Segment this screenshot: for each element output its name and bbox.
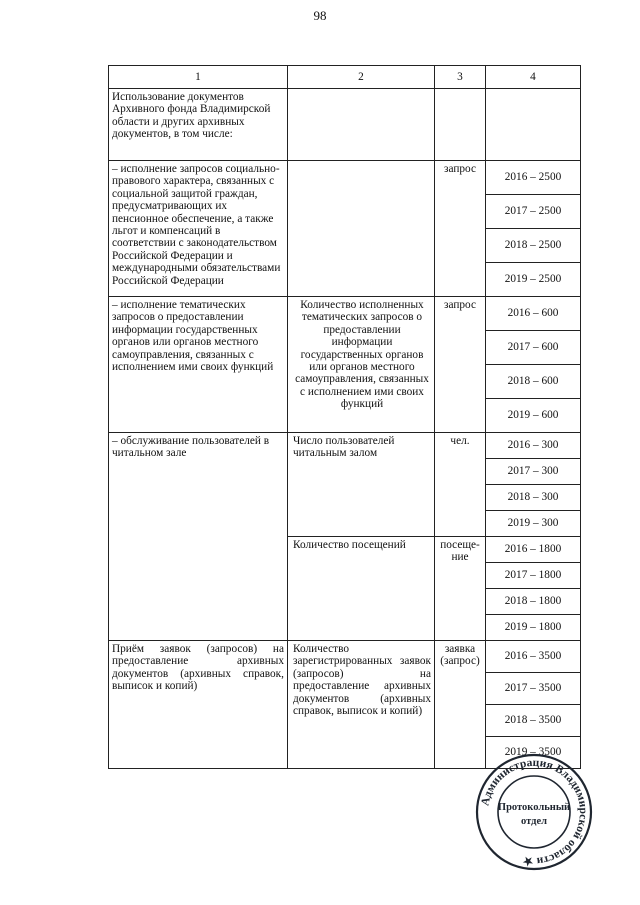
unit-cell: запрос	[435, 297, 486, 433]
column-header: 2	[288, 66, 435, 89]
indicator-name: Количество зарегистрированных заявок (запросов) на предоставление архивных документов (архивных справок, выписок и копий)	[288, 641, 435, 769]
value-cell: 2018 – 3500	[486, 705, 581, 737]
stamp-center-line1: Протокольный	[497, 802, 571, 813]
service-name: Использование документов Архивного фонда Владимирской области и других архивных документов, в том числе:	[109, 89, 288, 161]
column-header: 3	[435, 66, 486, 89]
value-cell: 2019 – 300	[486, 511, 581, 537]
value-cell: 2016 – 3500	[486, 641, 581, 673]
value-cell: 2017 – 1800	[486, 563, 581, 589]
table-row	[109, 297, 581, 331]
value-cell: 2016 – 300	[486, 433, 581, 459]
table-header-row	[109, 66, 581, 89]
table-row	[109, 433, 581, 459]
value-cell: 2016 – 600	[486, 297, 581, 331]
indicators-table	[108, 65, 581, 769]
value-cell: 2019 – 3500	[486, 737, 581, 769]
value-cell: 2017 – 600	[486, 331, 581, 365]
column-header: 1	[109, 66, 288, 89]
stamp-ring-text: Администрация Владимирской области ★	[479, 756, 590, 868]
stamp-graphic	[474, 752, 594, 872]
indicator-name	[288, 89, 435, 161]
value-cell: 2017 – 2500	[486, 195, 581, 229]
indicator-name	[288, 161, 435, 297]
column-header: 4	[486, 66, 581, 89]
table-row	[109, 161, 581, 195]
value-cell: 2019 – 1800	[486, 615, 581, 641]
unit-cell: посеще-ние	[435, 537, 486, 641]
indicator-name: Число пользователей читальным залом	[288, 433, 435, 537]
unit-cell: чел.	[435, 433, 486, 537]
unit-cell	[435, 89, 486, 161]
page-number: 98	[313, 8, 327, 23]
indicator-name: Количество исполненных тематических запросов о предоставлении информации государственных органов или органов местного самоуправления, связанных с исполнением ими своих функций	[288, 297, 435, 433]
value-cell	[486, 89, 581, 161]
service-name: Приём заявок (запросов) на предоставление архивных документов (архивных справок, выписок и копий)	[109, 641, 288, 769]
value-cell: 2016 – 2500	[486, 161, 581, 195]
official-stamp	[474, 752, 594, 872]
table-row	[109, 641, 581, 673]
unit-cell: запрос	[435, 161, 486, 297]
stamp-center-line2: отдел	[521, 816, 547, 827]
value-cell: 2018 – 2500	[486, 229, 581, 263]
service-name: – исполнение запросов социально-правового характера, связанных с социальной защитой граждан, предусматривающих их пенсионное обеспечение, а также льгот и компенсаций в соответствии с законодательством Российской Федерации и международными обязательствами Российской Федерации	[109, 161, 288, 297]
value-cell: 2017 – 3500	[486, 673, 581, 705]
value-cell: 2019 – 2500	[486, 263, 581, 297]
table-row	[109, 89, 581, 161]
value-cell: 2016 – 1800	[486, 537, 581, 563]
value-cell: 2018 – 1800	[486, 589, 581, 615]
value-cell: 2019 – 600	[486, 399, 581, 433]
service-name: – обслуживание пользователей в читальном зале	[109, 433, 288, 641]
value-cell: 2018 – 600	[486, 365, 581, 399]
unit-cell: заявка (запрос)	[435, 641, 486, 769]
value-cell: 2017 – 300	[486, 459, 581, 485]
indicator-name: Количество посещений	[288, 537, 435, 641]
service-name: – исполнение тематических запросов о предоставлении информации государственных органов или органов местного самоуправления, связанных с исполнением ими своих функций	[109, 297, 288, 433]
value-cell: 2018 – 300	[486, 485, 581, 511]
